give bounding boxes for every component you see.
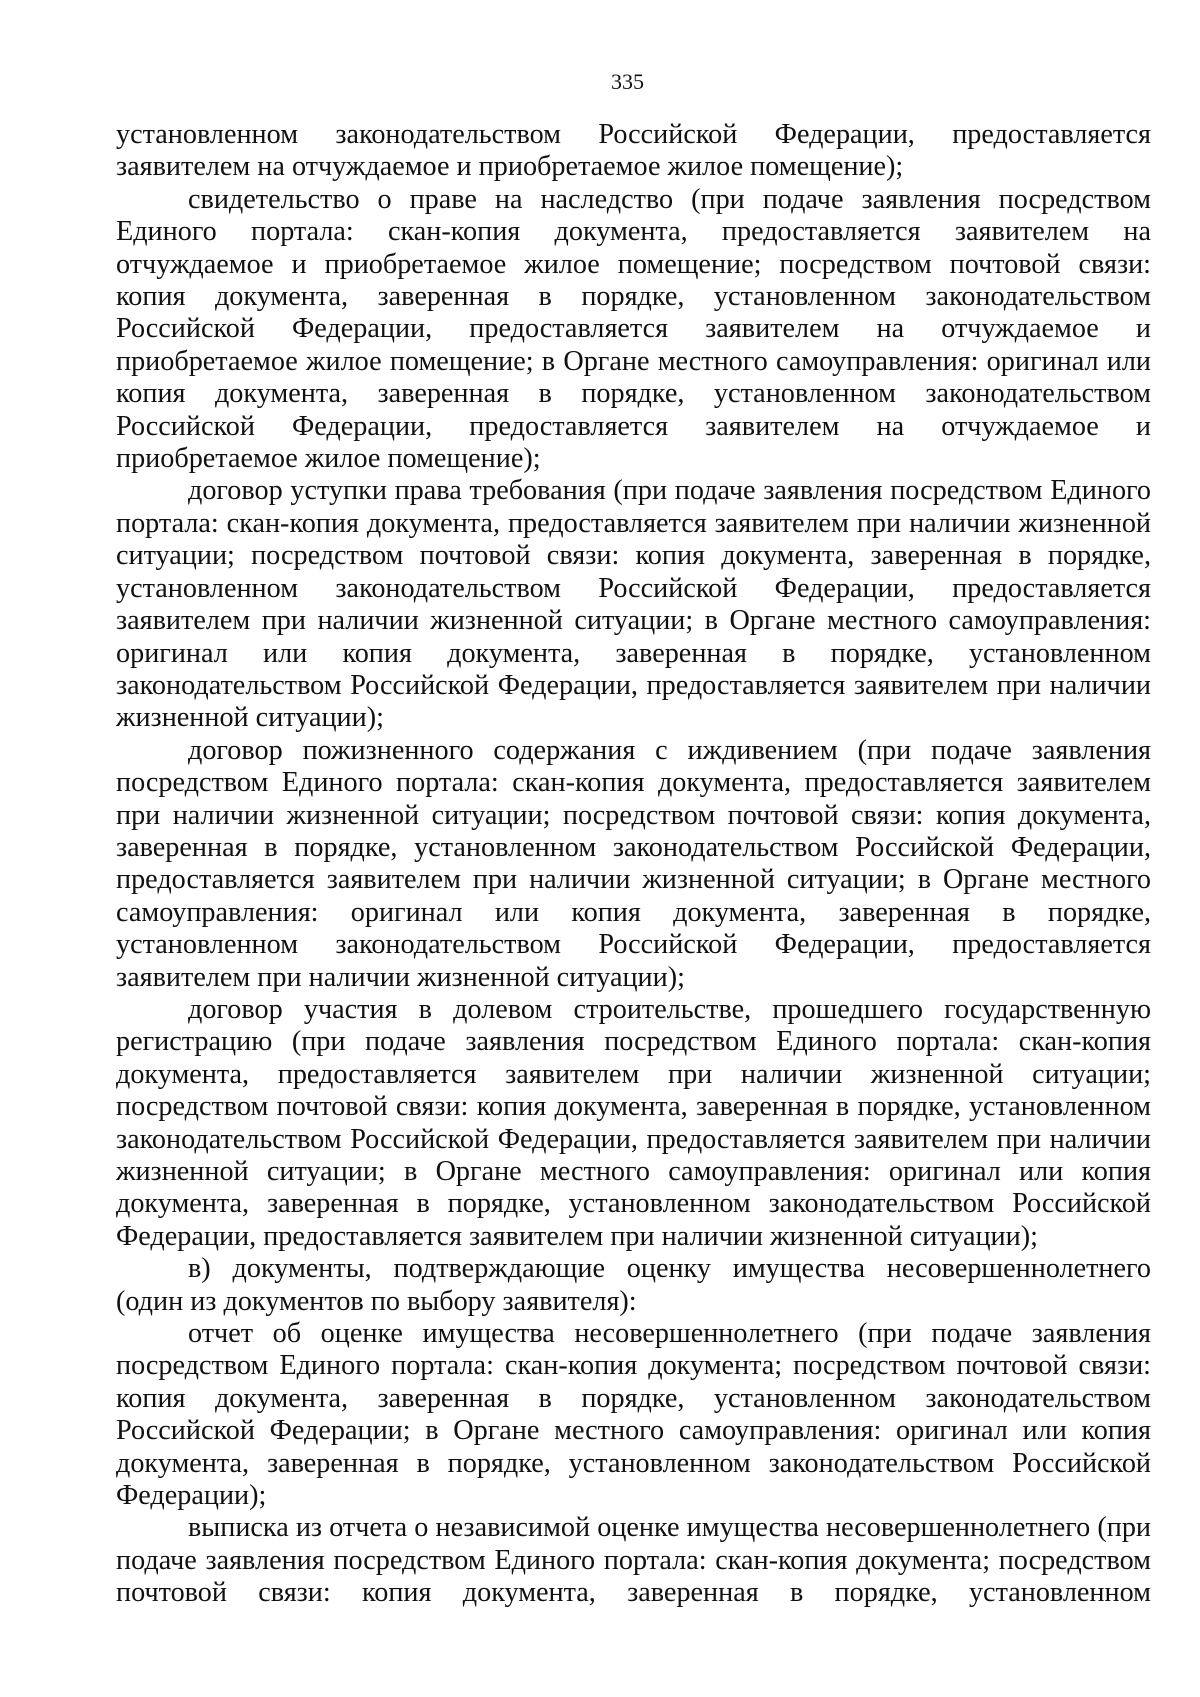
paragraph-inheritance-certificate: свидетельство о праве на наследство (при подаче заявления посредством Единого портала: скан-копия документа, предоставляется заявителем на отчуждаемое и приобретаемое жилое помещение; посредством почтовой связи: копия документа, заверенная в порядке, установленном законодательством Российской Федерации, предоставляется заявителем на отчуждаемое и приобретаемое жилое помещение; в Органе местного самоуправления: оригинал или копия документа, заверенная в порядке, установленном законодательством Российской Федерации, предоставляется заявителем на отчуждаемое и приобретаемое жилое помещение); <box>116 183 1151 475</box>
page-number: 335 <box>611 69 644 94</box>
paragraph-continuation: установленном законодательством Российской Федерации, предоставляется заявителем на отчуждаемое и приобретаемое жилое помещение); <box>116 119 1151 183</box>
paragraph-valuation-extract: выписка из отчета о независимой оценке имущества несовершеннолетнего (при подаче заявления посредством Единого портала: скан-копия документа; посредством почтовой связи: копия документа, заверенная в порядке, установленном <box>116 1512 1151 1609</box>
paragraph-valuation-documents: в) документы, подтверждающие оценку имущества несовершеннолетнего (один из документов по выбору заявителя): <box>116 1253 1151 1317</box>
paragraph-lifetime-maintenance-agreement: договор пожизненного содержания с иждивением (при подаче заявления посредством Единого портала: скан-копия документа, предоставляется заявителем при наличии жизненной ситуации; посредством почтовой связи: копия документа, заверенная в порядке, установленном законодательством Российской Федерации, предоставляется заявителем при наличии жизненной ситуации; в Органе местного самоуправления: оригинал или копия документа, заверенная в порядке, установленном законодательством Российской Федерации, предоставляется заявителем при наличии жизненной ситуации); <box>116 734 1151 993</box>
paragraph-valuation-report: отчет об оценке имущества несовершеннолетнего (при подаче заявления посредством Единого портала: скан-копия документа; посредством почтовой связи: копия документа, заверенная в порядке, установленном законодательством Российской Федерации; в Органе местного самоуправления: оригинал или копия документа, заверенная в порядке, установленном законодательством Российской Федерации); <box>116 1318 1151 1512</box>
paragraph-assignment-agreement: договор уступки права требования (при подаче заявления посредством Единого портала: скан-копия документа, предоставляется заявителем при наличии жизненной ситуации; посредством почтовой связи: копия документа, заверенная в порядке, установленном законодательством Российской Федерации, предоставляется заявителем при наличии жизненной ситуации; в Органе местного самоуправления: оригинал или копия документа, заверенная в порядке, установленном законодательством Российской Федерации, предоставляется заявителем при наличии жизненной ситуации); <box>116 475 1151 734</box>
document-body <box>116 119 1151 1610</box>
paragraph-shared-construction-agreement: договор участия в долевом строительстве, прошедшего государственную регистрацию (при подаче заявления посредством Единого портала: скан-копия документа, предоставляется заявителем при наличии жизненной ситуации; посредством почтовой связи: копия документа, заверенная в порядке, установленном законодательством Российской Федерации, предоставляется заявителем при наличии жизненной ситуации; в Органе местного самоуправления: оригинал или копия документа, заверенная в порядке, установленном законодательством Российской Федерации, предоставляется заявителем при наличии жизненной ситуации); <box>116 993 1151 1252</box>
